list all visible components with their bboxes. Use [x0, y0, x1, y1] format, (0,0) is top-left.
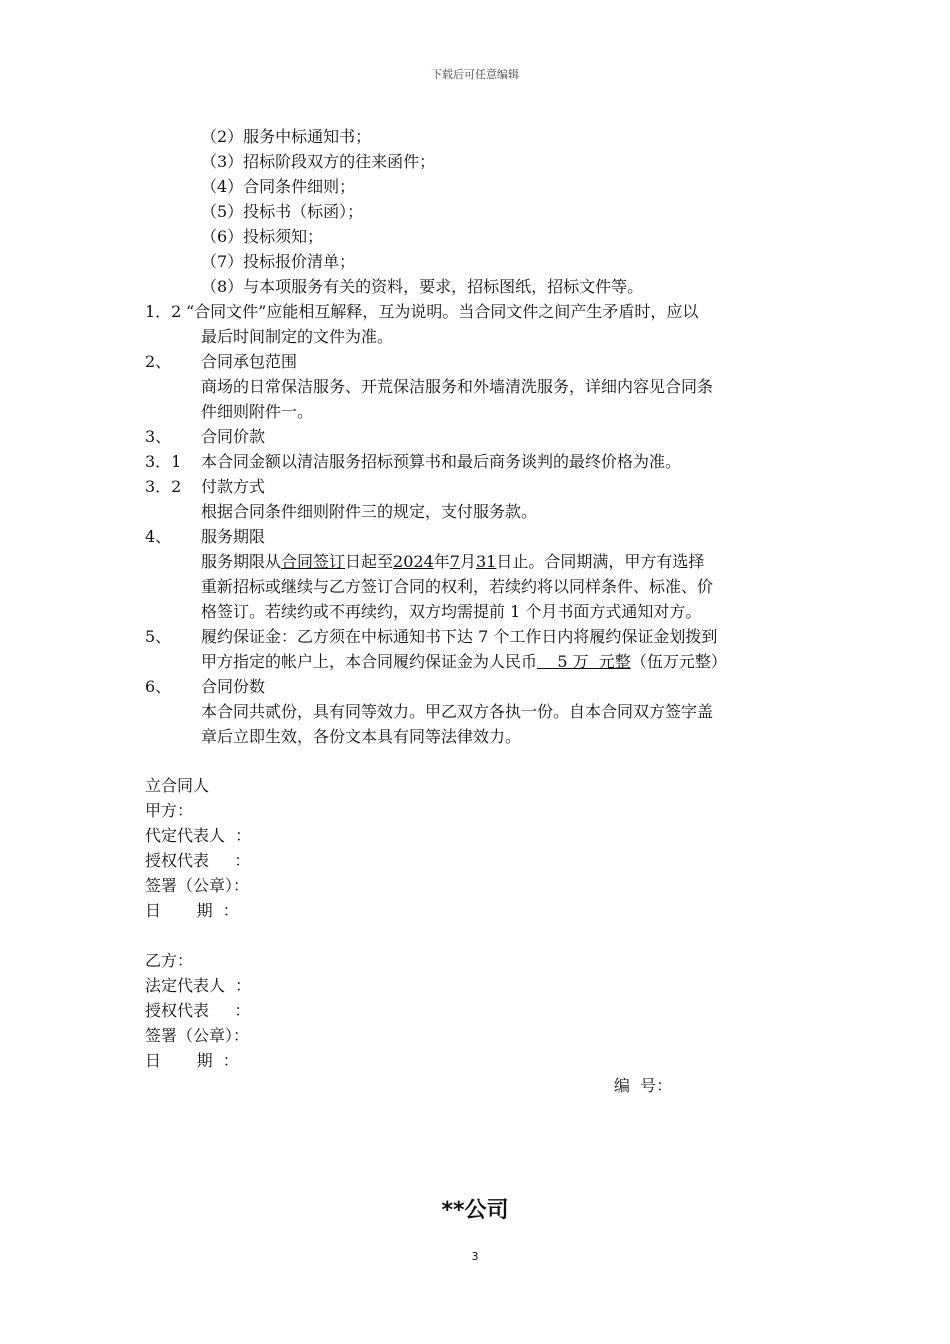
signatories-title: 立合同人	[145, 776, 210, 795]
text-span: 年	[433, 552, 450, 571]
party-b-sign: 签署（公章）：	[145, 1026, 250, 1045]
list-item: （5）投标书（标函）；	[201, 202, 364, 221]
section-3-title: 合同价款	[201, 427, 266, 446]
text-span: 日起至	[345, 552, 394, 571]
section-number-3-1: 3．1	[145, 452, 182, 471]
section-4-text	[201, 552, 704, 572]
list-item: （6）投标须知；	[201, 227, 324, 246]
section-number-6: 6、	[145, 677, 172, 696]
list-item: （3）招标阶段双方的往来函件；	[201, 152, 436, 171]
section-number-1-2: 1．2	[145, 302, 182, 321]
end-day: 31	[475, 552, 497, 571]
text-span: 服务期限从	[201, 552, 282, 571]
end-year: 2024	[393, 552, 434, 571]
section-2-title: 合同承包范围	[201, 352, 298, 371]
section-2-text: 件细则附件一。	[201, 402, 314, 421]
party-b-date: 日 期 ：	[145, 1051, 239, 1070]
section-5-text	[201, 652, 727, 672]
party-a-label: 甲方：	[145, 801, 194, 820]
section-3-1-text: 本合同金额以清洁服务招标预算书和最后商务谈判的最终价格为准。	[201, 452, 682, 471]
party-b-auth: 授权代表 ：	[145, 1001, 251, 1020]
section-4-text: 格签订。若续约或不再续约，双方均需提前 1 个月书面方式通知对方。	[201, 602, 702, 621]
section-6-title: 合同份数	[201, 677, 266, 696]
party-a-sign: 签署（公章）：	[145, 876, 250, 895]
list-item: （4）合同条件细则；	[201, 177, 356, 196]
section-2-text: 商场的日常保洁服务、开荒保洁服务和外墙清洗服务，详细内容见合同条	[201, 377, 714, 396]
deposit-amount: 5 万 元整	[537, 652, 631, 671]
section-number-2: 2、	[145, 352, 172, 371]
text-span: 甲方指定的帐户上，本合同履约保证金为人民币	[201, 652, 538, 671]
section-4-title: 服务期限	[201, 527, 266, 546]
start-term: 合同签订	[281, 552, 346, 571]
party-a-date: 日 期 ：	[145, 901, 239, 920]
list-item: （8）与本项服务有关的资料，要求，招标图纸，招标文件等。	[201, 277, 644, 296]
list-item: （2）服务中标通知书；	[201, 127, 372, 146]
section-4-text: 重新招标或继续与乙方签订合同的权利，若续约将以同样条件、标准、价	[201, 577, 714, 596]
page-header: 下载后可任意编辑	[431, 68, 519, 81]
section-1-2-text: “合同文件”应能相互解释，互为说明。当合同文件之间产生矛盾时，应以	[186, 302, 699, 321]
end-month: 7	[449, 552, 460, 571]
section-3-2-title: 付款方式	[201, 477, 266, 496]
section-number-3-2: 3．2	[145, 477, 182, 496]
company-name: **公司	[441, 1198, 509, 1223]
text-span: （伍万元整）	[630, 652, 727, 671]
list-item: （7）投标报价清单；	[201, 252, 356, 271]
party-a-auth: 授权代表 ：	[145, 851, 251, 870]
section-1-2-text: 最后时间制定的文件为准。	[201, 327, 394, 346]
section-number-5: 5、	[145, 627, 172, 646]
section-number-4: 4、	[145, 527, 172, 546]
text-span: 月	[459, 552, 476, 571]
page-number: 3	[471, 1250, 479, 1263]
text-span: 日止。合同期满，甲方有选择	[496, 552, 705, 571]
section-6-text: 本合同共贰份，具有同等效力。甲乙双方各执一份。自本合同双方签字盖	[201, 702, 714, 721]
section-number-3: 3、	[145, 427, 172, 446]
party-a-rep: 代定代表人 ：	[145, 826, 252, 845]
section-3-2-text: 根据合同条件细则附件三的规定，支付服务款。	[201, 502, 538, 521]
document-number-label: 编 号：	[614, 1076, 673, 1095]
section-6-text: 章后立即生效，各份文本具有同等法律效力。	[201, 727, 522, 746]
party-b-rep: 法定代表人 ：	[145, 976, 252, 995]
section-5-text: 履约保证金：乙方须在中标通知书下达 7 个工作日内将履约保证金划拨到	[201, 627, 718, 646]
party-b-label: 乙方：	[145, 951, 194, 970]
